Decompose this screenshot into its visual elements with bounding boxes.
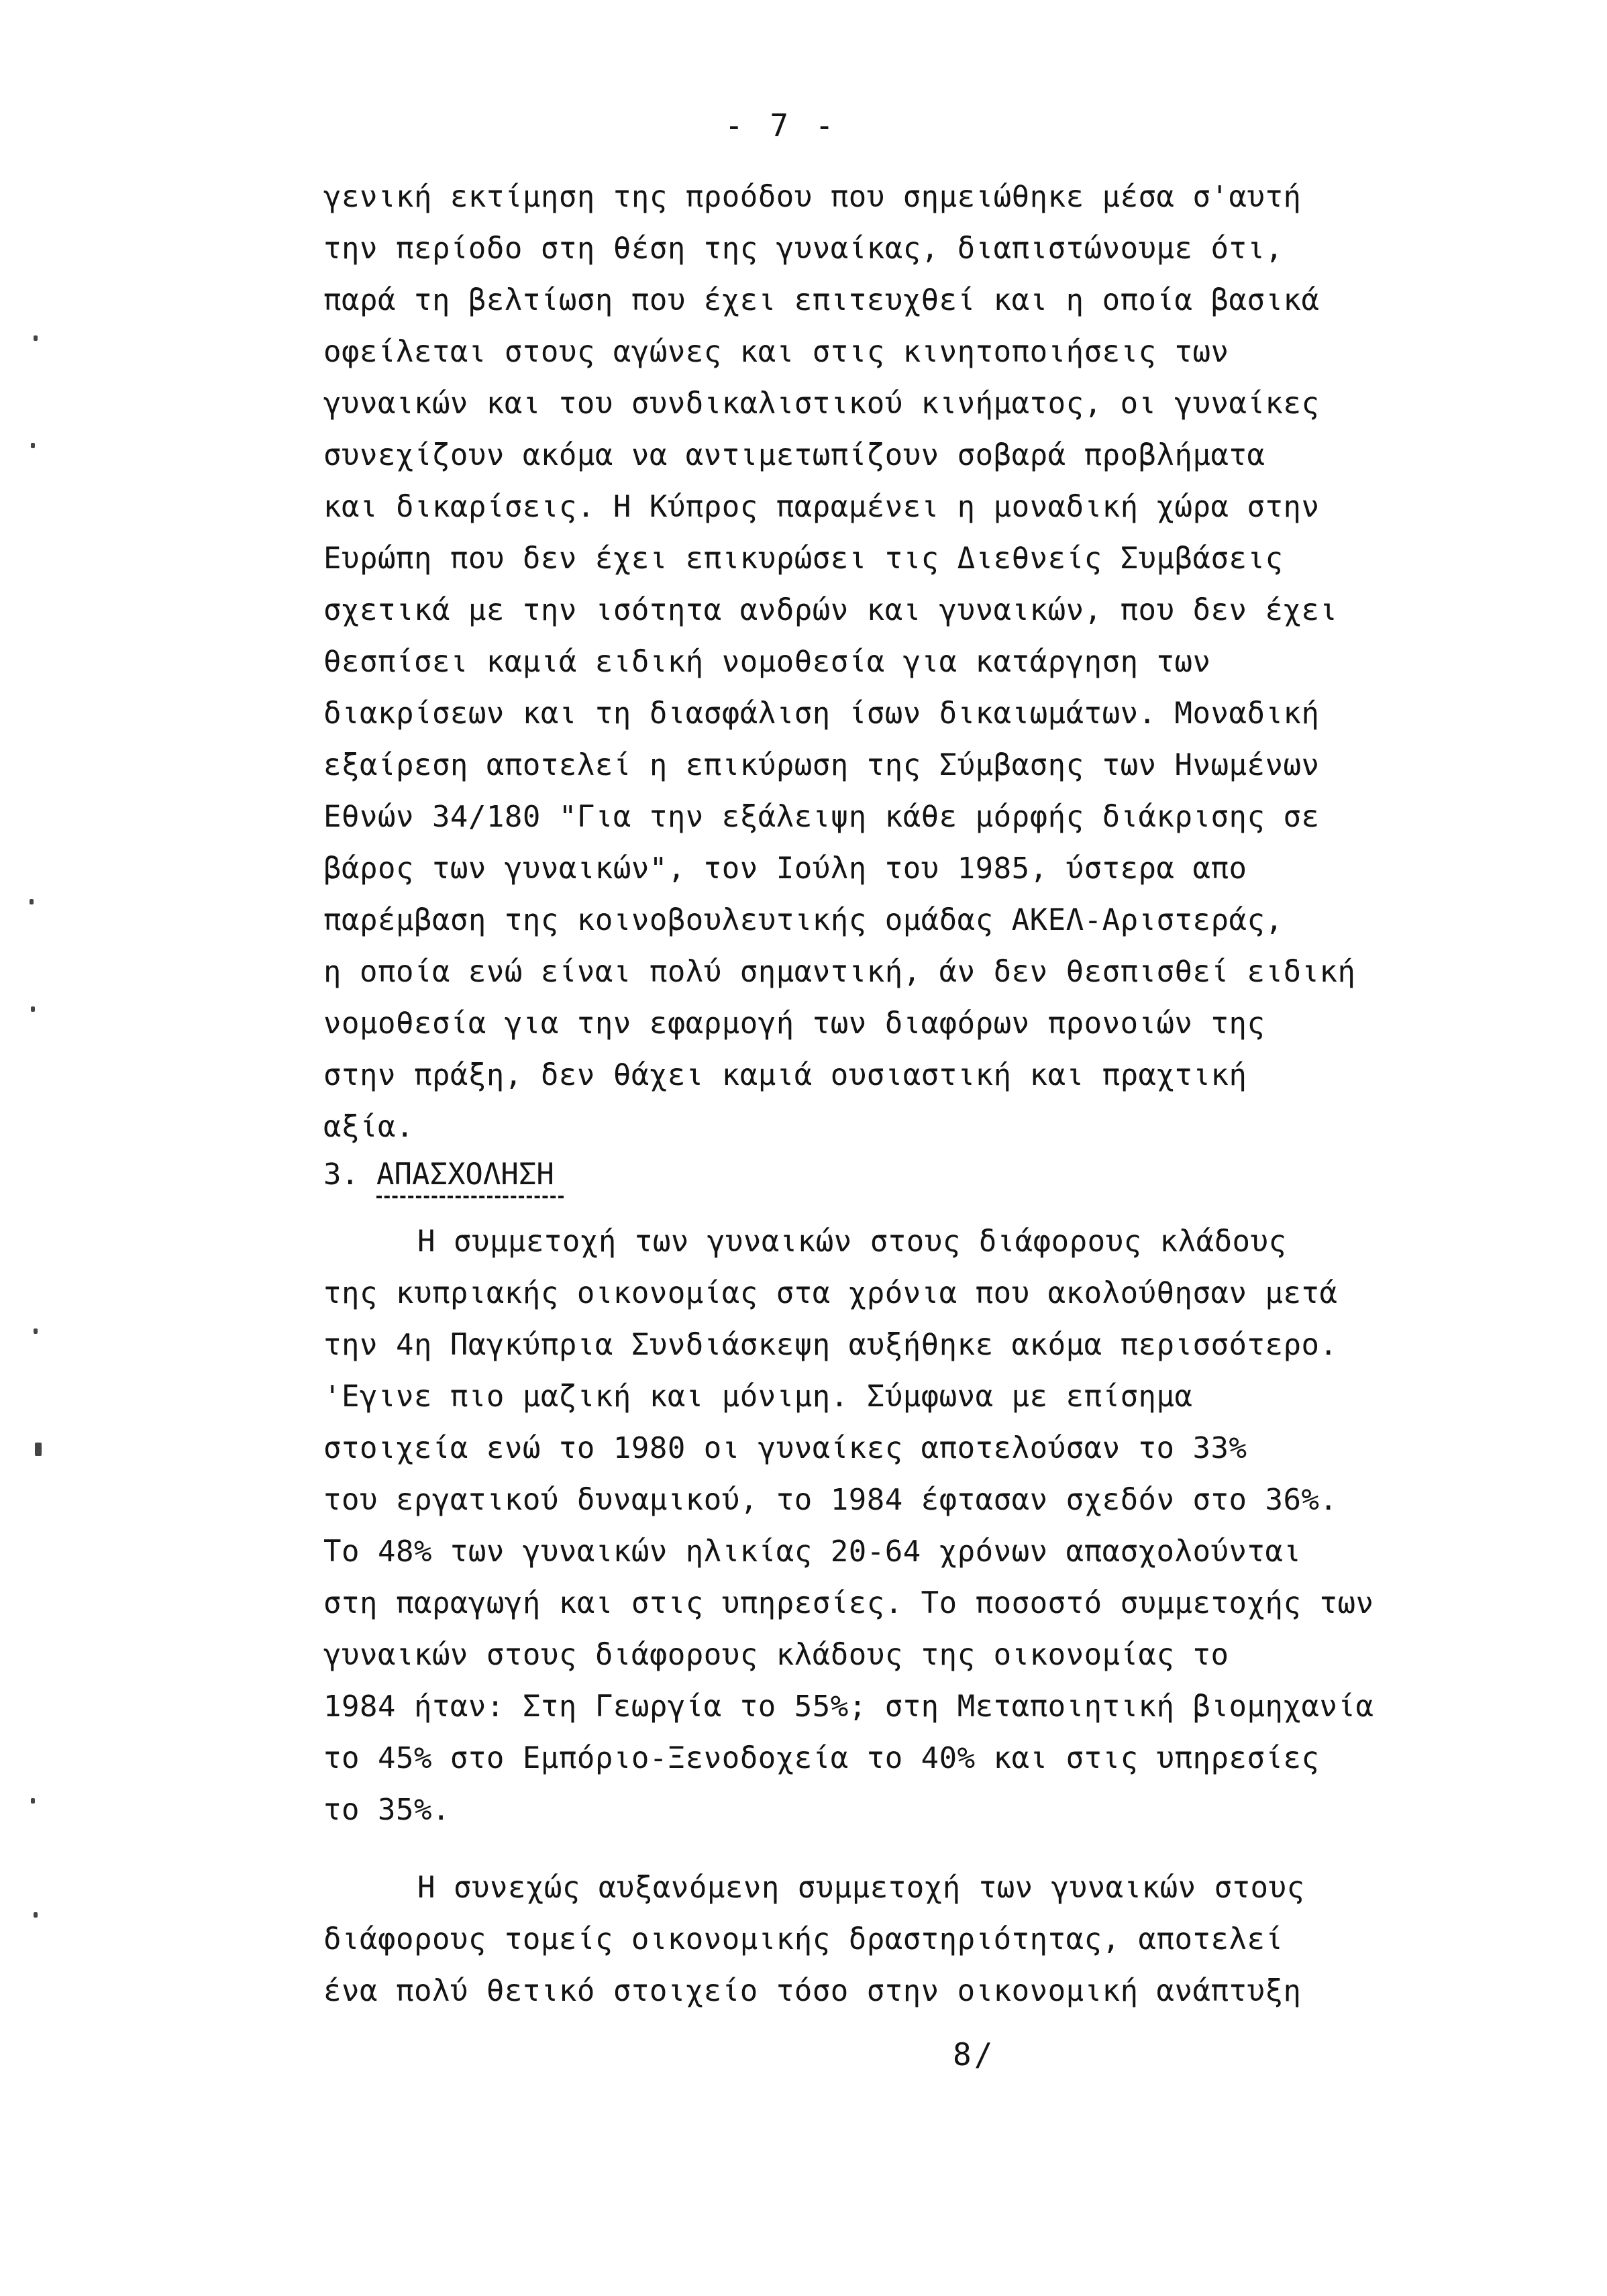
text-line: Ευρώπη που δεν έχει επικυρώσει τις Διεθνείς Συμβάσεις: [323, 541, 1284, 576]
text-line: Η συνεχώς αυξανόμενη συμμετοχή των γυναικών στους: [417, 1871, 1305, 1905]
text-line: της κυπριακής οικονομίας στα χρόνια που ακολούθησαν μετά: [323, 1276, 1338, 1310]
section-heading: [323, 1157, 554, 1192]
text-line: εξαίρεση αποτελεί η επικύρωση της Σύμβασης των Ηνωμένων: [323, 748, 1320, 782]
text-line: οφείλεται στους αγώνες και στις κινητοποιήσεις των: [323, 335, 1229, 369]
scan-speck: [31, 1798, 35, 1804]
text-line: την περίοδο στη θέση της γυναίκας, διαπιστώνουμε ότι,: [323, 231, 1284, 266]
text-line: στη παραγωγή και στις υπηρεσίες. Το ποσοστό συμμετοχής των: [323, 1586, 1374, 1620]
text-line: παρά τη βελτίωση που έχει επιτευχθεί και η οποία βασικά: [323, 283, 1320, 317]
text-line: νομοθεσία για την εφαρμογή των διαφόρων προνοιών της: [323, 1006, 1265, 1041]
scan-speck: [34, 335, 38, 341]
text-line: η οποία ενώ είναι πολύ σημαντική, άν δεν θεσπισθεί ειδική: [323, 955, 1356, 989]
text-line: 1984 ήταν: Στη Γεωργία το 55%; στη Μεταποιητική βιομηχανία: [323, 1689, 1374, 1724]
section-number: 3.: [323, 1157, 359, 1192]
text-line: γενική εκτίμηση της προόδου που σημειώθηκε μέσα σ'αυτή: [323, 180, 1302, 214]
text-line: διακρίσεων και τη διασφάλιση ίσων δικαιωμάτων. Μοναδική: [323, 696, 1320, 731]
text-line: στην πράξη, δεν θάχει καμιά ουσιαστική και πραχτική: [323, 1058, 1247, 1092]
text-line: Εθνών 34/180 "Για την εξάλειψη κάθε μόρφής διάκρισης σε: [323, 800, 1320, 834]
text-line: στοιχεία ενώ το 1980 οι γυναίκες αποτελούσαν το 33%: [323, 1431, 1247, 1465]
text-line: διάφορους τομείς οικονομικής δραστηριότητας, αποτελεί: [323, 1922, 1284, 1956]
text-line: την 4η Παγκύπρια Συνδιάσκεψη αυξήθηκε ακόμα περισσότερο.: [323, 1328, 1338, 1362]
text-line: γυναικών και του συνδικαλιστικού κινήματος, οι γυναίκες: [323, 386, 1320, 421]
paragraph-employment: [323, 1216, 1491, 1836]
scan-speck: [31, 1006, 35, 1012]
page-number: - 7 -: [725, 107, 838, 144]
text-line: συνεχίζουν ακόμα να αντιμετωπίζουν σοβαρά προβλήματα: [323, 438, 1265, 472]
scan-speck: [35, 1443, 42, 1456]
text-line: ένα πολύ θετικό στοιχείο τόσο στην οικονομική ανάπτυξη: [323, 1974, 1302, 2008]
scan-speck: [30, 899, 34, 904]
text-line: και δικαρίσεις. Η Κύπρος παραμένει η μοναδική χώρα στην: [323, 490, 1320, 524]
scan-speck: [34, 1328, 38, 1334]
paragraph-assessment: [323, 171, 1491, 1153]
text-line: το 35%.: [323, 1793, 450, 1827]
text-line: του εργατικού δυναμικού, το 1984 έφτασαν σχεδόν στο 36%.: [323, 1483, 1338, 1517]
section-title: ΑΠΑΣΧΟΛΗΣΗ: [376, 1157, 554, 1192]
text-line: σχετικά με την ισότητα ανδρών και γυναικών, που δεν έχει: [323, 593, 1338, 627]
text-line: Το 48% των γυναικών ηλικίας 20-64 χρόνων απασχολούνται: [323, 1534, 1302, 1569]
text-line: θεσπίσει καμιά ειδική νομοθεσία για κατάργηση των: [323, 645, 1211, 679]
paragraph-participation: [323, 1862, 1491, 2017]
text-line: το 45% στο Εμπόριο-Ξενοδοχεία το 40% και στις υπηρεσίες: [323, 1741, 1320, 1775]
text-line: γυναικών στους διάφορους κλάδους της οικονομίας το: [323, 1638, 1229, 1672]
text-line: αξία.: [323, 1110, 414, 1144]
text-line: Η συμμετοχή των γυναικών στους διάφορους κλάδους: [417, 1224, 1287, 1259]
text-line: 'Εγινε πιο μαζική και μόνιμη. Σύμφωνα με επίσημα: [323, 1379, 1193, 1414]
continuation-page-marker: 8/: [953, 2036, 996, 2073]
text-line: παρέμβαση της κοινοβουλευτικής ομάδας ΑΚΕΛ-Αριστεράς,: [323, 903, 1284, 937]
scan-speck: [31, 443, 35, 448]
text-line: βάρος των γυναικών", τον Ιούλη του 1985, ύστερα απο: [323, 851, 1247, 886]
scan-speck: [34, 1912, 38, 1918]
